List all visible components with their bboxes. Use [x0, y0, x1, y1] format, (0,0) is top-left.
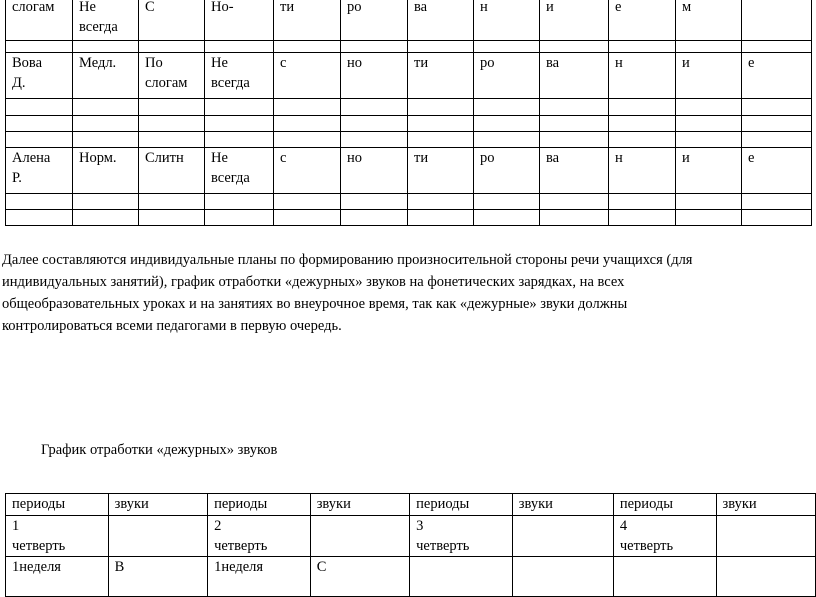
table-cell	[139, 148, 205, 194]
table-cell	[73, 210, 139, 226]
table-cell	[108, 494, 207, 516]
pupil-speech-table	[5, 0, 812, 226]
table-cell	[676, 116, 742, 132]
table-cell	[540, 41, 609, 53]
cell-text: 3	[416, 518, 424, 534]
table-cell	[108, 557, 207, 597]
table-cell	[408, 148, 474, 194]
cell-text: и	[546, 0, 554, 15]
cell-text: звуки	[518, 496, 553, 512]
table-cell	[6, 0, 73, 41]
table-cell	[609, 148, 676, 194]
table-cell	[742, 194, 812, 210]
paragraph-line: индивидуальных занятий), график отработки «дежурных» звуков на фонетических зарядках, на всех	[2, 274, 625, 290]
cell-text: слогам	[145, 75, 188, 91]
table-cell	[310, 494, 409, 516]
cell-text: н	[480, 0, 488, 15]
table-cell	[676, 148, 742, 194]
table-cell	[408, 116, 474, 132]
table-cell	[205, 41, 274, 53]
table-cell	[108, 516, 207, 557]
table-cell	[676, 41, 742, 53]
cell-text: ро	[347, 0, 362, 15]
cell-text: С	[145, 0, 155, 15]
table-cell	[310, 557, 409, 597]
table-cell	[6, 494, 109, 516]
table-cell	[341, 0, 408, 41]
table-cell	[408, 210, 474, 226]
table-cell	[613, 516, 716, 557]
table-cell	[540, 132, 609, 148]
table-cell	[341, 148, 408, 194]
table-cell	[6, 99, 73, 116]
table-cell	[676, 0, 742, 41]
table-cell	[540, 99, 609, 116]
table-cell	[6, 210, 73, 226]
table-cell	[274, 132, 341, 148]
table-cell	[341, 210, 408, 226]
table-row	[6, 494, 816, 516]
table-cell	[410, 557, 513, 597]
table-row	[6, 148, 812, 194]
cell-text: с	[280, 55, 287, 71]
cell-text: Норм.	[79, 150, 117, 166]
cell-text: всегда	[211, 170, 250, 186]
cell-text: периоды	[12, 496, 66, 512]
table-cell	[408, 132, 474, 148]
table-cell	[540, 210, 609, 226]
cell-text: и	[682, 150, 690, 166]
table-cell	[540, 0, 609, 41]
table-cell	[73, 132, 139, 148]
table-cell	[6, 194, 73, 210]
table-cell	[512, 494, 613, 516]
table-cell	[540, 148, 609, 194]
table-cell	[139, 210, 205, 226]
cell-text: м	[682, 0, 692, 15]
table-cell	[474, 210, 540, 226]
cell-text: и	[682, 55, 690, 71]
table-row	[6, 194, 812, 210]
cell-text: 1неделя	[214, 559, 264, 575]
table-cell	[609, 194, 676, 210]
cell-text: периоды	[619, 496, 674, 512]
body-paragraph	[2, 249, 814, 337]
cell-text: четверть	[619, 538, 674, 554]
table-cell	[716, 557, 816, 597]
table-cell	[742, 41, 812, 53]
table-cell	[742, 132, 812, 148]
cell-text: 1неделя	[12, 559, 61, 575]
cell-text: Д.	[12, 75, 26, 91]
cell-text: всегда	[79, 19, 118, 35]
cell-text: н	[615, 150, 623, 166]
cell-text: периоды	[416, 496, 470, 512]
table-cell	[613, 557, 716, 597]
table-cell	[205, 148, 274, 194]
table-cell	[474, 99, 540, 116]
table-cell	[274, 116, 341, 132]
table-cell	[609, 99, 676, 116]
table-cell	[208, 516, 311, 557]
cell-text: периоды	[214, 496, 268, 512]
table-row	[6, 210, 812, 226]
table-cell	[205, 116, 274, 132]
table-cell	[274, 99, 341, 116]
table-cell	[274, 194, 341, 210]
table-cell	[676, 210, 742, 226]
cell-text: слогам	[12, 0, 55, 15]
table-cell	[341, 132, 408, 148]
table-cell	[609, 132, 676, 148]
cell-text: но	[347, 55, 363, 71]
table-cell	[6, 557, 109, 597]
cell-text: С	[316, 559, 327, 575]
cell-text: всегда	[211, 75, 250, 91]
cell-text: ва	[546, 55, 560, 71]
table-cell	[341, 99, 408, 116]
table-cell	[609, 53, 676, 99]
cell-text: звуки	[114, 496, 149, 512]
table-cell	[139, 116, 205, 132]
paragraph-line: контролироваться всеми педагогами в первую очередь.	[2, 318, 342, 334]
table-cell	[609, 41, 676, 53]
table-cell	[742, 148, 812, 194]
table-cell	[73, 0, 139, 41]
table-cell	[410, 494, 513, 516]
table-cell	[408, 41, 474, 53]
table-cell	[676, 99, 742, 116]
table-cell	[410, 516, 513, 557]
table-row	[6, 99, 812, 116]
table-cell	[540, 194, 609, 210]
table-row	[6, 0, 812, 41]
table-cell	[408, 0, 474, 41]
cell-text: четверть	[12, 538, 66, 554]
cell-text: Алена	[12, 150, 51, 166]
cell-text: н	[615, 55, 623, 71]
table-cell	[474, 116, 540, 132]
table-row	[6, 116, 812, 132]
table-cell	[205, 0, 274, 41]
table-cell	[609, 116, 676, 132]
table-cell	[205, 194, 274, 210]
cell-text: Медл.	[79, 55, 117, 71]
table-cell	[139, 194, 205, 210]
table-cell	[408, 99, 474, 116]
cell-text: Вова	[12, 55, 43, 71]
table-row	[6, 132, 812, 148]
table-cell	[474, 148, 540, 194]
table-cell	[613, 494, 716, 516]
cell-text: В	[114, 559, 125, 575]
table-cell	[474, 41, 540, 53]
table-cell	[341, 116, 408, 132]
table-row	[6, 557, 816, 597]
paragraph-line: общеобразовательных уроках и на занятиях во внеурочное время, так как «дежурные» звуки должны	[2, 296, 628, 312]
table-cell	[341, 53, 408, 99]
table-cell	[512, 516, 613, 557]
table-cell	[73, 148, 139, 194]
table-cell	[73, 41, 139, 53]
table-cell	[274, 0, 341, 41]
cell-text: е	[748, 55, 755, 71]
table-cell	[742, 116, 812, 132]
table-cell	[6, 53, 73, 99]
cell-text: Но-	[211, 0, 234, 15]
cell-text: ро	[480, 55, 495, 71]
cell-text: с	[280, 150, 287, 166]
table-cell	[341, 41, 408, 53]
cell-text: ти	[414, 55, 429, 71]
table-cell	[716, 494, 816, 516]
table-cell	[274, 53, 341, 99]
table-cell	[540, 53, 609, 99]
table-cell	[205, 99, 274, 116]
cell-text: ро	[480, 150, 495, 166]
table-cell	[512, 557, 613, 597]
table-cell	[205, 210, 274, 226]
cell-text: Р.	[12, 170, 22, 186]
table-cell	[742, 99, 812, 116]
table-cell	[474, 53, 540, 99]
table-cell	[205, 53, 274, 99]
table-cell	[676, 53, 742, 99]
table-cell	[716, 516, 816, 557]
table-cell	[742, 210, 812, 226]
cell-text: 1	[12, 518, 20, 534]
cell-text: 2	[214, 518, 222, 534]
cell-text: е	[615, 0, 622, 15]
table-cell	[139, 99, 205, 116]
table-cell	[6, 132, 73, 148]
cell-text: По	[145, 55, 163, 71]
table-cell	[208, 494, 311, 516]
cell-text: ва	[546, 150, 560, 166]
table-cell	[676, 132, 742, 148]
table-cell	[408, 194, 474, 210]
table-cell	[139, 132, 205, 148]
table-cell	[73, 194, 139, 210]
table-cell	[274, 210, 341, 226]
table-cell	[205, 132, 274, 148]
table-cell	[742, 0, 812, 41]
cell-text: ти	[414, 150, 429, 166]
table-cell	[73, 99, 139, 116]
table-cell	[310, 516, 409, 557]
cell-text: Слитн	[145, 150, 184, 166]
table-cell	[73, 116, 139, 132]
table-cell	[274, 148, 341, 194]
cell-text: Не	[211, 55, 228, 71]
paragraph-line: Далее составляются индивидуальные планы по формированию произносительной стороны речи учащихся (для	[2, 252, 693, 268]
table-row	[6, 516, 816, 557]
cell-text: звуки	[722, 496, 757, 512]
cell-text: но	[347, 150, 363, 166]
sound-schedule-table	[5, 493, 816, 597]
cell-text: ва	[414, 0, 428, 15]
cell-text: Не	[211, 150, 228, 166]
table-cell	[676, 194, 742, 210]
table-cell	[274, 41, 341, 53]
cell-text: четверть	[214, 538, 268, 554]
table-cell	[6, 148, 73, 194]
table-cell	[6, 116, 73, 132]
table-cell	[609, 210, 676, 226]
cell-text: четверть	[416, 538, 470, 554]
table-cell	[208, 557, 311, 597]
table-cell	[474, 0, 540, 41]
cell-text: е	[748, 150, 755, 166]
cell-text: звуки	[316, 496, 351, 512]
table-cell	[139, 53, 205, 99]
table-cell	[474, 194, 540, 210]
table-cell	[6, 516, 109, 557]
table-row	[6, 41, 812, 53]
table-cell	[474, 132, 540, 148]
schedule-caption: График отработки «дежурных» звуков	[41, 442, 278, 458]
table-cell	[408, 53, 474, 99]
cell-text: 4	[619, 518, 628, 534]
table-cell	[139, 0, 205, 41]
cell-text: Не	[79, 0, 96, 15]
table-cell	[341, 194, 408, 210]
table-cell	[6, 41, 73, 53]
table-cell	[742, 53, 812, 99]
table-row	[6, 53, 812, 99]
table-cell	[540, 116, 609, 132]
cell-text: ти	[280, 0, 295, 15]
table-cell	[139, 41, 205, 53]
table-cell	[609, 0, 676, 41]
table-cell	[73, 53, 139, 99]
